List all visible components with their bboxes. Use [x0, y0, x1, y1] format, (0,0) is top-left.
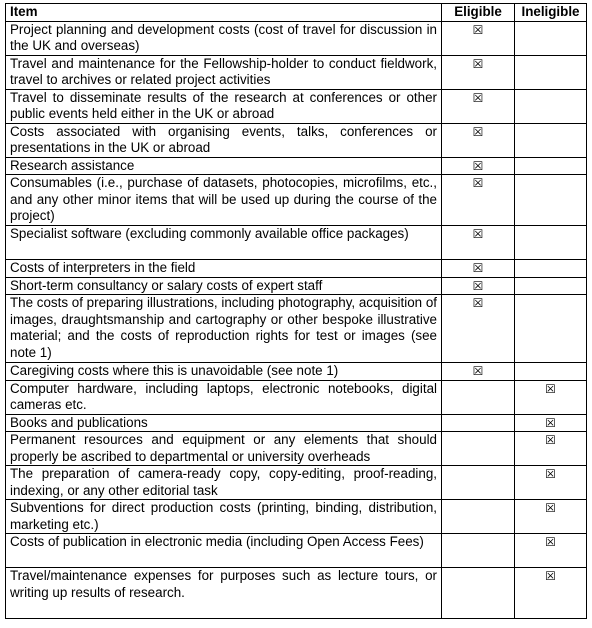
item-cell: Caregiving costs where this is unavoidable (see note 1) [6, 363, 442, 381]
checked-box-icon: ☒ [472, 90, 484, 105]
eligible-cell [442, 175, 515, 226]
ineligible-cell [515, 55, 587, 89]
checked-box-icon: ☒ [472, 278, 484, 293]
ineligible-cell [515, 380, 587, 414]
item-cell: Specialist software (excluding commonly available office packages) [6, 226, 442, 260]
eligible-cell [442, 295, 515, 363]
table-row [6, 466, 587, 500]
item-cell: Subventions for direct production costs (printing, binding, distribution, marketing etc.) [6, 500, 442, 534]
checked-box-icon: ☒ [472, 296, 484, 310]
item-cell: Costs associated with organising events, talks, conferences or presentations in the UK or abroad [6, 123, 442, 157]
ineligible-cell [515, 89, 587, 123]
ineligible-cell [515, 157, 587, 175]
checked-box-icon: ☒ [545, 415, 556, 430]
eligible-cell [442, 157, 515, 175]
table-row [6, 55, 587, 89]
checked-box-icon: ☒ [472, 56, 484, 71]
eligible-cell [442, 226, 515, 260]
checked-box-icon: ☒ [472, 364, 484, 378]
eligible-cell [442, 534, 515, 568]
checked-box-icon: ☒ [545, 569, 556, 583]
table-row [6, 500, 587, 534]
checked-box-icon: ☒ [472, 227, 484, 241]
table-row [6, 534, 587, 568]
eligible-cell [442, 466, 515, 500]
table-row [6, 260, 587, 278]
eligible-cell [442, 260, 515, 278]
ineligible-cell [515, 534, 587, 568]
ineligible-cell [515, 123, 587, 157]
checked-box-icon: ☒ [472, 22, 484, 37]
eligible-cell [442, 568, 515, 619]
table-row [6, 89, 587, 123]
eligible-cell [442, 414, 515, 432]
item-cell: The costs of preparing illustrations, including photography, acquisition of images, draughtsmanship and cartography or other bespoke illustrative material; and the costs of reproduction rights for test or images (see note 1) [6, 295, 442, 363]
item-cell: Books and publications [6, 414, 442, 432]
table-row [6, 123, 587, 157]
checked-box-icon: ☒ [545, 535, 556, 549]
table-row [6, 157, 587, 175]
item-cell: Costs of publication in electronic media (including Open Access Fees) [6, 534, 442, 568]
eligible-cell [442, 55, 515, 89]
item-cell: Costs of interpreters in the field [6, 260, 442, 278]
ineligible-cell [515, 277, 587, 295]
eligible-cell [442, 363, 515, 381]
ineligible-cell [515, 260, 587, 278]
eligibility-table [5, 3, 587, 619]
checked-box-icon: ☒ [472, 158, 484, 173]
eligible-cell [442, 500, 515, 534]
item-cell: Short-term consultancy or salary costs of expert staff [6, 277, 442, 295]
ineligible-cell [515, 500, 587, 534]
item-cell: Travel/maintenance expenses for purposes such as lecture tours, or writing up results of research. [6, 568, 442, 619]
checked-box-icon: ☒ [472, 261, 484, 275]
checked-box-icon: ☒ [545, 467, 556, 481]
table-row [6, 226, 587, 260]
table-row [6, 414, 587, 432]
eligible-cell [442, 89, 515, 123]
ineligible-cell [515, 226, 587, 260]
table-row [6, 363, 587, 381]
ineligible-cell [515, 432, 587, 466]
checked-box-icon: ☒ [545, 433, 556, 447]
checked-box-icon: ☒ [545, 381, 556, 396]
eligible-cell [442, 21, 515, 55]
item-cell: Travel and maintenance for the Fellowship-holder to conduct fieldwork, travel to archives or related project activities [6, 55, 442, 89]
header-ineligible: Ineligible [515, 4, 587, 22]
ineligible-cell [515, 466, 587, 500]
ineligible-cell [515, 21, 587, 55]
table-row [6, 21, 587, 55]
checked-box-icon: ☒ [472, 176, 484, 190]
item-cell: The preparation of camera-ready copy, copy-editing, proof-reading, indexing, or any other editorial task [6, 466, 442, 500]
eligible-cell [442, 123, 515, 157]
ineligible-cell [515, 568, 587, 619]
item-cell: Consumables (i.e., purchase of datasets, photocopies, microfilms, etc., and any other minor items that will be used up during the course of the project) [6, 175, 442, 226]
item-cell: Computer hardware, including laptops, electronic notebooks, digital cameras etc. [6, 380, 442, 414]
table-row [6, 432, 587, 466]
eligible-cell [442, 380, 515, 414]
checked-box-icon: ☒ [472, 124, 484, 139]
eligible-cell [442, 277, 515, 295]
item-cell: Permanent resources and equipment or any elements that should properly be ascribed to departmental or university overheads [6, 432, 442, 466]
header-row [6, 4, 587, 22]
table-body [6, 21, 587, 619]
checked-box-icon: ☒ [545, 501, 556, 515]
table-row [6, 568, 587, 619]
table-row [6, 295, 587, 363]
table-row [6, 380, 587, 414]
item-cell: Research assistance [6, 157, 442, 175]
ineligible-cell [515, 295, 587, 363]
ineligible-cell [515, 175, 587, 226]
eligible-cell [442, 432, 515, 466]
item-cell: Project planning and development costs (cost of travel for discussion in the UK and overseas) [6, 21, 442, 55]
item-cell: Travel to disseminate results of the research at conferences or other public events held either in the UK or abroad [6, 89, 442, 123]
table-row [6, 277, 587, 295]
table-row [6, 175, 587, 226]
header-eligible: Eligible [442, 4, 515, 22]
ineligible-cell [515, 414, 587, 432]
ineligible-cell [515, 363, 587, 381]
header-item: Item [6, 4, 442, 22]
